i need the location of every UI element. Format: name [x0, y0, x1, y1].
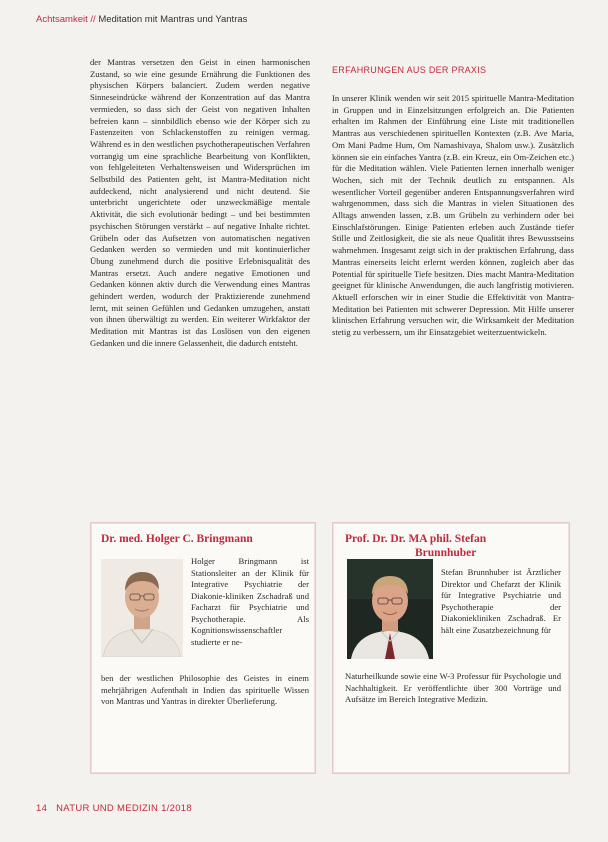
- author-name: Dr. med. Holger C. Bringmann: [101, 533, 253, 545]
- header-topic: Meditation mit Mantras und Yantras: [98, 14, 248, 25]
- bio-text-below: ben der westlichen Philosophie des Geistes in einem mehrjährigen Aufenthalt in Indien das spirituelle Wissen von Mantras und Yantras in direkter Überlieferung.: [101, 673, 309, 706]
- publication-name: NATUR UND MEDIZIN 1/2018: [56, 803, 192, 814]
- left-column-text: der Mantras versetzen den Geist in einen harmonischen Zustand, so wie eine gesunde Ernährung die Funktionen des physischen Körpers balanciert. Zudem werden negative Sinneseindrücke während der Konzentration auf das Mantra vermieden, so dass sich der Geist von negativen Inhalten befreien kann – sinnbildlich ebenso wie der Körper sich zu Fastenzeiten von Schlackenstoffen zu reinigen vermag. Während es in den westlichen psychotherapeutischen Verfahren vorrangig um eine sprachliche Bearbeitung von Konflikten, von fehlgeleiteten Verhaltensweisen und Widersprüchen im Selbstbild des Patienten geht, ist Mantra-Meditation nicht aufdeckend, nicht analysierend und nicht deutend. Sie unterbricht ungerichtete oder unzweckmäßige mentale Aktivität, die sich evolutionär bedingt – und bei bestimmten psychischen Störungen verstärkt – auf negative Inhalte richtet. Grübeln oder das Aufsetzen von automatischen negativen Gedanken werden so vermieden und mit kontinuierlicher Übung zunehmend durch die positive Erlebnisqualität des Mantras ersetzt. Auch andere negative Emotionen und Gedanken können aktiv durch die Verwendung eines Mantras gehindert werden, wodurch der Praktizierende zunehmend lernt, mit seinen Gefühlen und Gedanken umzugehen, anstatt von ihnen überwältigt zu werden. Ein weiterer Wirkfaktor der Meditation mit Mantras ist das Loslösen von den eigenen Gedanken und die innere Gelassenheit, die dadurch entsteht.: [90, 57, 310, 348]
- author-name-line-1: Prof. Dr. Dr. MA phil. Stefan: [345, 533, 487, 545]
- header-separator: //: [90, 14, 96, 25]
- running-header: [36, 14, 247, 25]
- section-heading: ERFAHRUNGEN AUS DER PRAXIS: [332, 65, 487, 75]
- author-bio-bringmann: [90, 522, 316, 774]
- author-name: [345, 532, 505, 560]
- author-name-line-2: Brunnhuber: [415, 547, 477, 559]
- bio-text-below: Naturheilkunde sowie eine W-3 Professur für Psychologie und Nachhaltigkeit. Er veröffentlichte über 300 Vorträge und Aufsätze im Bereich Integrative Medizin.: [345, 671, 561, 704]
- author-photo-brunnhuber: [347, 559, 433, 659]
- portrait-image: [347, 559, 433, 659]
- bio-text-beside-photo: Holger Bringmann ist Stationsleiter an der Klinik für Integrative Psychiatrie der Diakonie-kliniken Zschadraß und Facharzt für Psychiatrie und Psychotherapie. Als Kognitionswissenschaftler studierte er ne-: [191, 556, 309, 647]
- header-section: Achtsamkeit: [36, 14, 88, 25]
- author-photo-bringmann: [101, 559, 183, 657]
- right-column-text: In unserer Klinik wenden wir seit 2015 spirituelle Mantra-Meditation in Gruppen und in Einzelsitzungen erfolgreich an. Die Patienten erhalten im Rahmen der Einführung eine Liste mit traditionellen Mantras aus verschiedenen spirituellen Kontexten (z.B. Ave Maria, Om Mani Padme Hum, Om Namashivaya, Shalom usw.). Zusätzlich können sie ein einfaches Yantra (z.B. ein Kreuz, ein Om-Zeichen etc.) für die Meditation wählen. Viele Patienten lernen innerhalb weniger Wochen, sich mit der Technik deutlich zu entspannen. Als wesentlicher Vorteil gegenüber anderen Entspannungsverfahren wird wahrgenommen, dass sich die Mantras in vielen Situationen des Alltags anwenden lassen, z.B. um Grübeln zu verhindern oder bei Einschlafstörungen. Einige Patienten erleben auch Zustände tiefer Stille und Zeitlosigkeit, die sie als neue Qualität ihres Bewusstseins wahrnehmen. Insgesamt zeigt sich in der praktischen Erfahrung, dass Mantras einerseits leicht erlernt werden können, zugleich aber das Potential für spirituelle Tiefe besitzen. Dies macht Mantra-Meditation geeignet für klinische Anwendungen, die auch langfristig motivieren. Aktuell erforschen wir in einer Studie die Effektivität von Mantra-Meditation bei Patienten mit schwerer Depression. Mit Hilfe unserer klinischen Erfahrung versuchen wir, die Wirksamkeit der Meditation stetig zu verbessern, um ihr Einsatzgebiet weiterzuentwickeln.: [332, 93, 574, 338]
- bio-text-beside-photo: Stefan Brunnhuber ist Ärztlicher Direktor und Chefarzt der Klinik für Integrative Psychiatrie und Psychotherapie der Diakoniekliniken Zschadraß. Er hält eine Zusatzbezeichnung für: [441, 567, 561, 635]
- portrait-image: [101, 559, 183, 657]
- page-footer: [36, 803, 192, 814]
- page-number: 14: [36, 803, 48, 814]
- author-bio-brunnhuber: [332, 522, 570, 774]
